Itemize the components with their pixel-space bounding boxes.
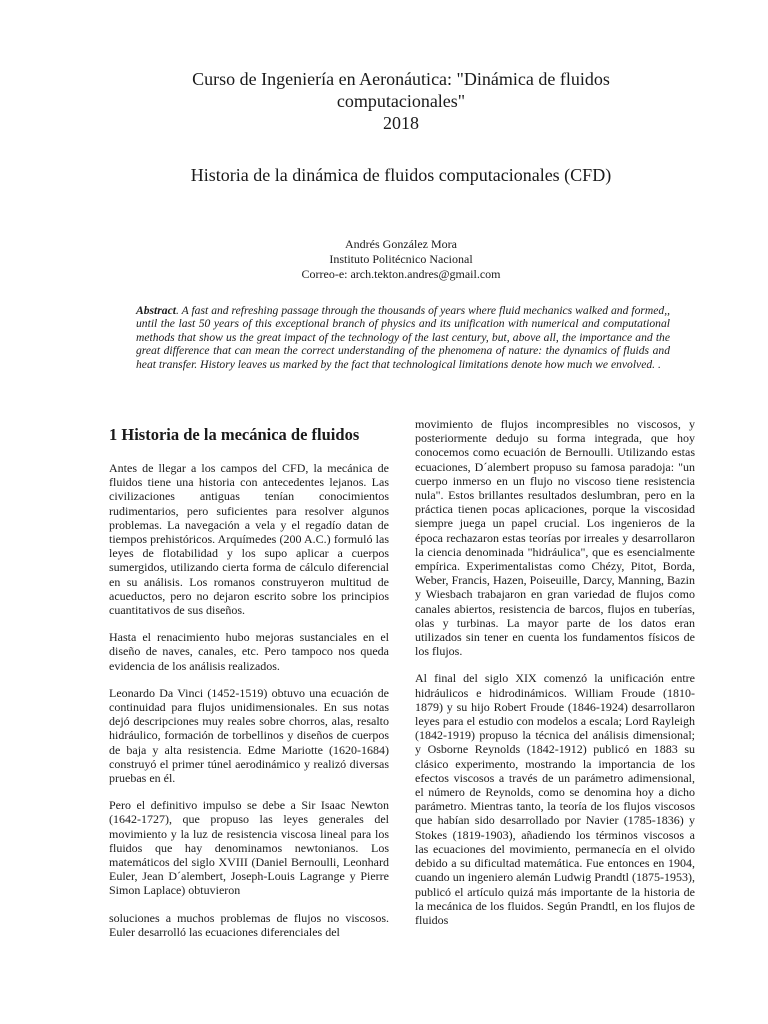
abstract-text: . A fast and refreshing passage through the thousands of years where fluid mechanics walked and formed,, until the last 50 years of this exceptional branch of physics and its unification with numerical and computational methods that show us the great impact of the technology of the last century, but, above all, the importance and the great difference that can mean the correct understanding of the phenomena of nature: the dynamics of fluids and heat transfer. History leaves us marked by the fact that technological limitations denote how much we envolved. . [136, 304, 670, 371]
paragraph: movimiento de flujos incompresibles no viscosos, y posteriormente dedujo su forma integrada, que hoy conocemos como ecuación de Bernoulli. Utilizando estas ecuaciones, D´alembert propuso su famosa paradoja: "un cuerpo inmerso en un flujo no viscoso tiene resistencia nula". Estos brillantes resultados deslumbran, pero en la práctica tienen pocas aplicaciones, porque la viscosidad siempre juega un papel crucial. Los ingenieros de la época rechazaron estas teorías por irreales y desarrollaron la ciencia denominada "hidráulica", que es esencialmente empírica. Experimentalistas como Chézy, Pitot, Borda, Weber, Francis, Hazen, Poiseuille, Darcy, Manning, Bazin y Wiesbach trabajaron en gran variedad de flujos como canales abiertos, resistencia de barcos, flujos en tuberías, olas y turbinas. La mayor parte de los datos eran utilizados sin tener en cuenta los fundamentos físicos de los flujos. [415, 417, 695, 659]
paragraph: Antes de llegar a los campos del CFD, la mecánica de fluidos tiene una historia con antecedentes lejanos. Las civilizaciones antiguas tenían conocimientos rudimentarios, pero suficientes para resolver algunos problemas. La navegación a vela y el regadío datan de tiempos prehistóricos. Arquímedes (200 A.C.) formuló las leyes de flotabilidad y los supo aplicar a cuerpos sumergidos, utilizando cierta forma de cálculo diferencial en su análisis. Los romanos construyeron multitud de acueductos, pero no dejaron escrito sobre los principios cuantitativos de sus diseños. [109, 461, 389, 618]
title-year: 2018 [383, 113, 419, 133]
title-line-2: computacionales" [336, 91, 466, 111]
left-column [109, 425, 389, 952]
document-subtitle: Historia de la dinámica de fluidos computacionales (CFD) [190, 165, 612, 185]
author-email: Correo-e: arch.tekton.andres@gmail.com [301, 267, 501, 281]
title-line-1: Curso de Ingeniería en Aeronáutica: "Dinámica de fluidos [192, 69, 610, 89]
section-heading: 1 Historia de la mecánica de fluidos [109, 425, 360, 444]
document-title [100, 68, 702, 134]
paragraph: soluciones a muchos problemas de flujos no viscosos. Euler desarrolló las ecuaciones diferenciales del [109, 910, 389, 939]
paragraph: Hasta el renacimiento hubo mejoras sustanciales en el diseño de naves, canales, etc. Pero tampoco nos queda evidencia de los análisis realizados. [109, 630, 389, 673]
abstract [136, 304, 670, 371]
paragraph: Al final del siglo XIX comenzó la unificación entre hidráulicos e hidrodinámicos. William Froude (1810-1879) y su hijo Robert Froude (1846-1924) desarrollaron leyes para el estudio con modelos a escala; Lord Rayleigh (1842-1919) propuso la técnica del análisis dimensional; y Osborne Reynolds (1842-1912) publicó en 1883 su clásico experimento, mostrando la importancia de los efectos viscosos a través de un parámetro adimensional, el número de Reynolds, como se denomina hoy a dicho parámetro. Mientras tanto, la teoría de los flujos viscosos que habían sido desarrollado por Navier (1785-1836) y Stokes (1819-1903), añadiendo los términos viscosos a las ecuaciones del movimiento, permanecía en el olvido debido a su dificultad matemática. Fue entonces en 1904, cuando un ingeniero alemán Ludwig Prandtl (1875-1953), publicó el artículo quizá más importante de la historia de la mecánica de los fluidos. Según Prandtl, en los flujos de fluidos [415, 671, 695, 927]
author-institution: Instituto Politécnico Nacional [329, 252, 473, 266]
paragraph: Pero el definitivo impulso se debe a Sir Isaac Newton (1642-1727), que propuso las leyes generales del movimiento y la luz de resistencia viscosa lineal para los fluidos que hay denominamos newtonianos. Los matemáticos del siglo XVIII (Daniel Bernoulli, Leonhard Euler, Jean D´alembert, Joseph-Louis Lagrange y Pierre Simon Laplace) obtuvieron [109, 798, 389, 898]
author-block [100, 237, 702, 282]
paragraph: Leonardo Da Vinci (1452-1519) obtuvo una ecuación de continuidad para flujos unidimensionales. En sus notas dejó descripciones muy reales sobre chorros, alas, resalto hidráulico, formación de torbellinos y diseños de cuerpos de baja y alta resistencia. Edme Mariotte (1620-1684) construyó el primer túnel aerodinámico y realizó diversas pruebas en él. [109, 685, 389, 786]
abstract-label: Abstract [136, 304, 176, 317]
author-name: Andrés González Mora [345, 237, 457, 251]
right-column [415, 417, 695, 940]
